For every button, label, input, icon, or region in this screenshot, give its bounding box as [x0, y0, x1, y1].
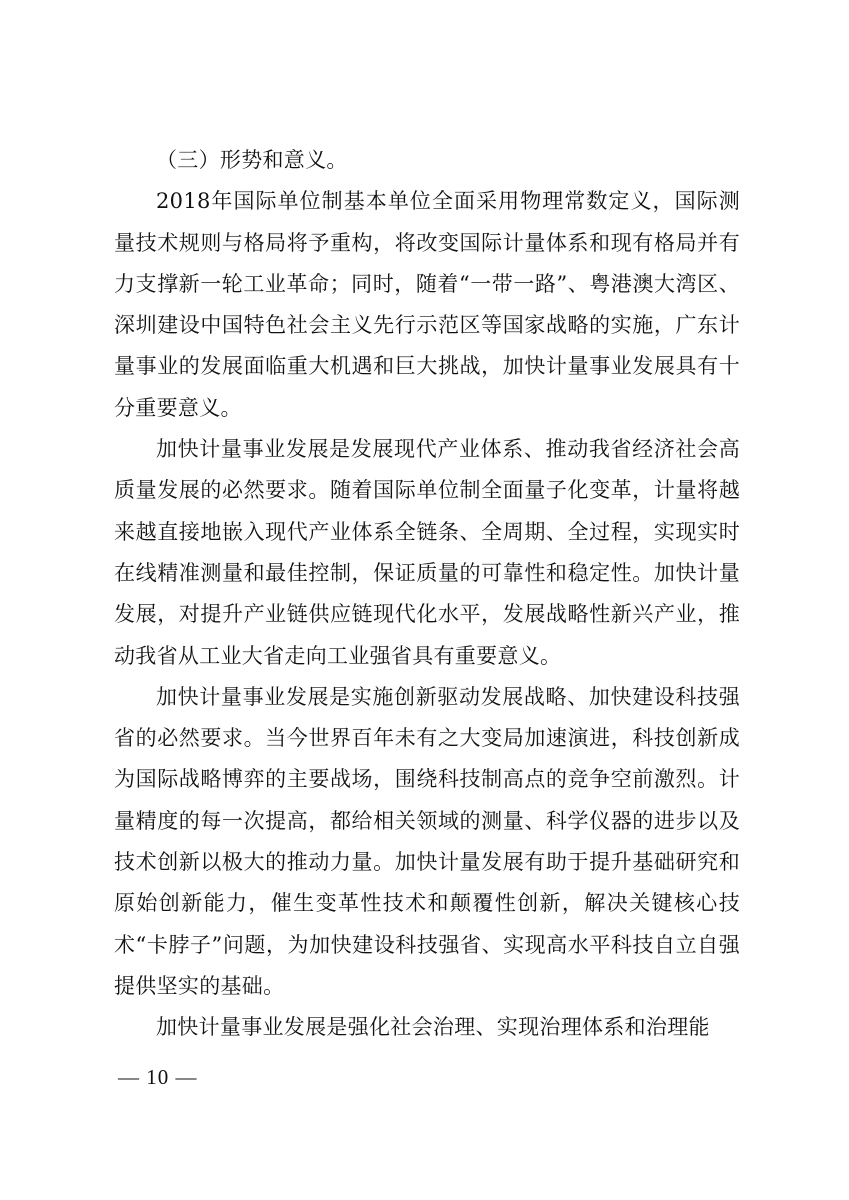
page-number: — 10 — [118, 1065, 198, 1089]
paragraph-sst-definition: 2018年国际单位制基本单位全面采用物理常数定义，国际测量技术规则与格局将予重构，将改变国际计量体系和现有格局并有力支撑新一轮工业革命；同时，随着“一带一路”、粤港澳大湾区、深圳建设中国特色社会主义先行示范区等国家战略的实施，广东计量事业的发展面临重大机遇和巨大挑战，加快计量事业发展具有十分重要意义。 [114, 189, 740, 420]
paragraph-social-governance: 加快计量事业发展是强化社会治理、实现治理体系和治理能 [156, 1015, 710, 1040]
paragraph-innovation-strategy: 加快计量事业发展是实施创新驱动发展战略、加快建设科技强省的必然要求。当今世界百年未有之大变局加速演进，科技创新成为国际战略博弈的主要战场，围绕科技制高点的竞争空前激烈。计量精度的每一次提高，都给相关领域的测量、科学仪器的进步以及技术创新以极大的推动力量。加快计量发展有助于提升基础研究和原始创新能力，催生变革性技术和颠覆性创新，解决关键核心技术“卡脖子”问题，为加快建设科技强省、实现高水平科技自立自强提供坚实的基础。 [114, 684, 740, 998]
paragraph-industry-system: 加快计量事业发展是发展现代产业体系、推动我省经济社会高质量发展的必然要求。随着国际单位制全面量子化变革，计量将越来越直接地嵌入现代产业体系全链条、全周期、全过程，实现实时在线精准测量和最佳控制，保证质量的可靠性和稳定性。加快计量发展，对提升产业链供应链现代化水平，发展战略性新兴产业，推动我省从工业大省走向工业强省具有重要意义。 [114, 437, 740, 668]
section-heading: （三）形势和意义。 [156, 148, 348, 172]
document-body [114, 140, 740, 1049]
